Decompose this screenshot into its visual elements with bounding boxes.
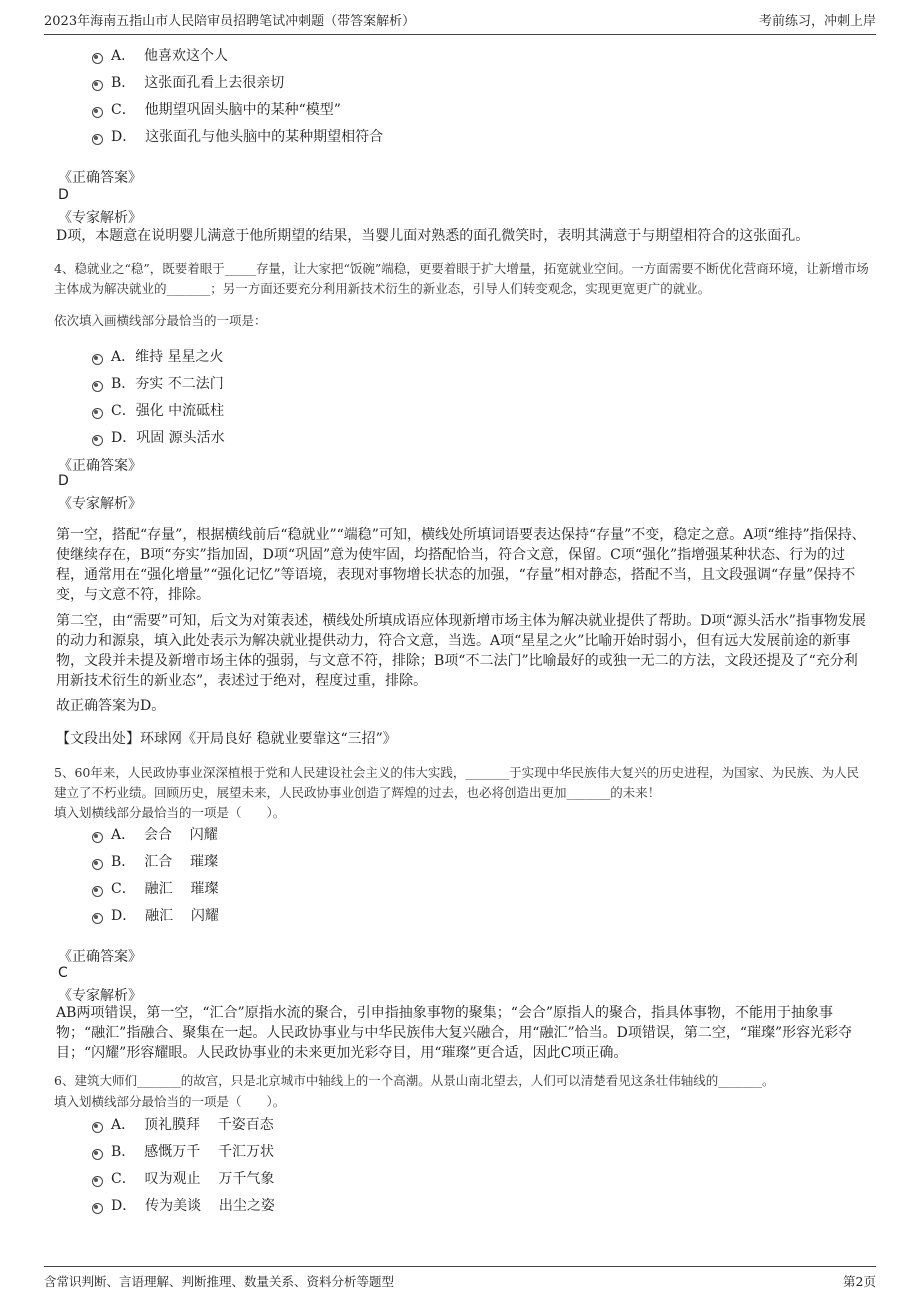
page-number: 第2页 [843,1274,876,1289]
q3-option-c[interactable]: C． 他期望巩固头脑中的某种“模型” [92,99,341,119]
q4-answer-label: 《正确答案》 [58,458,142,474]
radio-icon[interactable] [92,80,103,91]
q6-option-a[interactable]: A． 顶礼膜拜 千姿百态 [92,1114,274,1134]
q3-answer-label: 《正确答案》 [58,170,142,186]
radio-icon[interactable] [92,1176,103,1187]
q4-option-c[interactable]: C．强化 中流砥柱 [92,400,224,420]
q6-stem: 6、建筑大师们_______的故宫，只是北京城市中轴线上的一个高潮。从景山南北望去，人们可以清楚看见这条壮伟轴线的_______。 [54,1073,775,1088]
q3-option-b[interactable]: B． 这张面孔看上去很亲切 [92,72,284,92]
q5-answer: C [58,965,68,981]
q5-analysis: AB两项错误，第一空，“汇合”原指水流的聚合，引申指抽象事物的聚集；“会合”原指人的聚合，指具体事物，不能用于抽象事物；“融汇”指融合、聚集在一起。人民政协事业与中华民族伟大复兴融合，用“融汇”恰当。D项错误，第二空，“璀璨”形容光彩夺目；“闪耀”形容耀眼。人民政协事业的未来更加光彩夺目，用“璀璨”更合适，因此C项正确。 [56,1005,853,1061]
header-slogan: 考前练习，冲刺上岸 [758,14,876,29]
q4-option-a[interactable]: A．维持 星星之火 [92,346,224,366]
footer-divider [44,1266,876,1267]
q6-instruction: 填入划横线部分最恰当的一项是（ ）。 [54,1094,286,1109]
radio-icon[interactable] [92,1203,103,1214]
q4-analysis-para2: 第二空，由“需要”可知，后文为对策表述，横线处所填成语应体现新增市场主体为解决就业提供了帮助。D项“源头活水”指事物发展的动力和源泉，填入此处表示为解决就业提供动力，符合文意，当选。A项“星星之火”比喻开始时弱小，但有远大发展前途的新事物，文段并未提及新增市场主体的强弱，与文意不符，排除；B项“不二法门”比喻最好的或独一无二的方法，文段还提及了“充分利用新技术衍生的新业态”，表述过于绝对，程度过重，排除。 [56,613,866,689]
radio-icon[interactable] [92,435,103,446]
q5-option-a[interactable]: A． 会合 闪耀 [92,824,218,844]
q3-option-a[interactable]: A． 他喜欢这个人 [92,45,228,65]
radio-icon[interactable] [92,1122,103,1133]
q5-analysis-label: 《专家解析》 [58,988,142,1004]
q4-stem: 4、稳就业之“稳”，既要着眼于_____存量，让大家把“饭碗”端稳，更要着眼于扩大增量，拓宽就业空间。一方面需要不断优化营商环境，让新增市场主体成为解决就业的_______；另一方面还要充分利用新技术衍生的新业态，引导人们转变观念，实现更宽更广的就业。 [54,261,869,296]
radio-icon[interactable] [92,832,103,843]
radio-icon[interactable] [92,53,103,64]
q3-option-d[interactable]: D． 这张面孔与他头脑中的某种期望相符合 [92,126,383,146]
radio-icon[interactable] [92,408,103,419]
radio-icon[interactable] [92,381,103,392]
q4-option-d[interactable]: D．巩固 源头活水 [92,427,225,447]
q3-analysis: D项，本题意在说明婴儿满意于他所期望的结果，当婴儿面对熟悉的面孔微笑时，表明其满意于与期望相符合的这张面孔。 [56,228,810,244]
q6-option-c[interactable]: C． 叹为观止 万千气象 [92,1168,274,1188]
radio-icon[interactable] [92,859,103,870]
q4-conclusion: 故正确答案为D。 [56,698,166,714]
q4-source: 【文段出处】环球网《开局良好 稳就业要靠这“三招”》 [56,731,397,747]
q4-answer: D [58,473,69,489]
q3-analysis-label: 《专家解析》 [58,210,142,226]
q4-option-b[interactable]: B．夯实 不二法门 [92,373,224,393]
q5-option-d[interactable]: D． 融汇 闪耀 [92,905,219,925]
q5-answer-label: 《正确答案》 [58,949,142,965]
radio-icon[interactable] [92,107,103,118]
footer-description: 含常识判断、言语理解、判断推理、数量关系、资料分析等题型 [44,1274,395,1289]
q4-instruction: 依次填入画横线部分最恰当的一项是： [54,313,267,328]
q5-instruction: 填入划横线部分最恰当的一项是（ ）。 [54,805,286,820]
q5-option-c[interactable]: C． 融汇 璀璨 [92,878,218,898]
q4-analysis-para1: 第一空，搭配“存量”，根据横线前后“稳就业”“端稳”可知，横线处所填词语要表达保持“存量”不变，稳定之意。A项“维持”指保持、使继续存在，B项“夯实”指加固，D项“巩固”意为使牢固，均搭配恰当，符合文意，保留。C项“强化”指增强某种状态、行为的过程，通常用在“强化增量”“强化记忆”等语境，表现对事物增长状态的加强，“存量”相对静态，搭配不当，且文段强调“存量”保持不变，与文意不符，排除。 [56,527,866,603]
radio-icon[interactable] [92,913,103,924]
radio-icon[interactable] [92,1149,103,1160]
q4-analysis-label: 《专家解析》 [58,496,142,512]
q5-stem: 5、60年来，人民政协事业深深植根于党和人民建设社会主义的伟大实践，_______于实现中华民族伟大复兴的历史进程，为国家、为民族、为人民建立了不朽业绩。回顾历史，展望未来，人民政协事业创造了辉煌的过去，也必将创造出更加_______的未来！ [54,765,860,800]
q6-option-b[interactable]: B． 感慨万千 千汇万状 [92,1141,274,1161]
header-title: 2023年海南五指山市人民陪审员招聘笔试冲刺题（带答案解析） [44,14,416,29]
header-divider [44,34,876,35]
q3-answer: D [58,187,69,203]
radio-icon[interactable] [92,134,103,145]
q6-option-d[interactable]: D． 传为美谈 出尘之姿 [92,1195,275,1215]
q5-option-b[interactable]: B． 汇合 璀璨 [92,851,218,871]
radio-icon[interactable] [92,354,103,365]
radio-icon[interactable] [92,886,103,897]
